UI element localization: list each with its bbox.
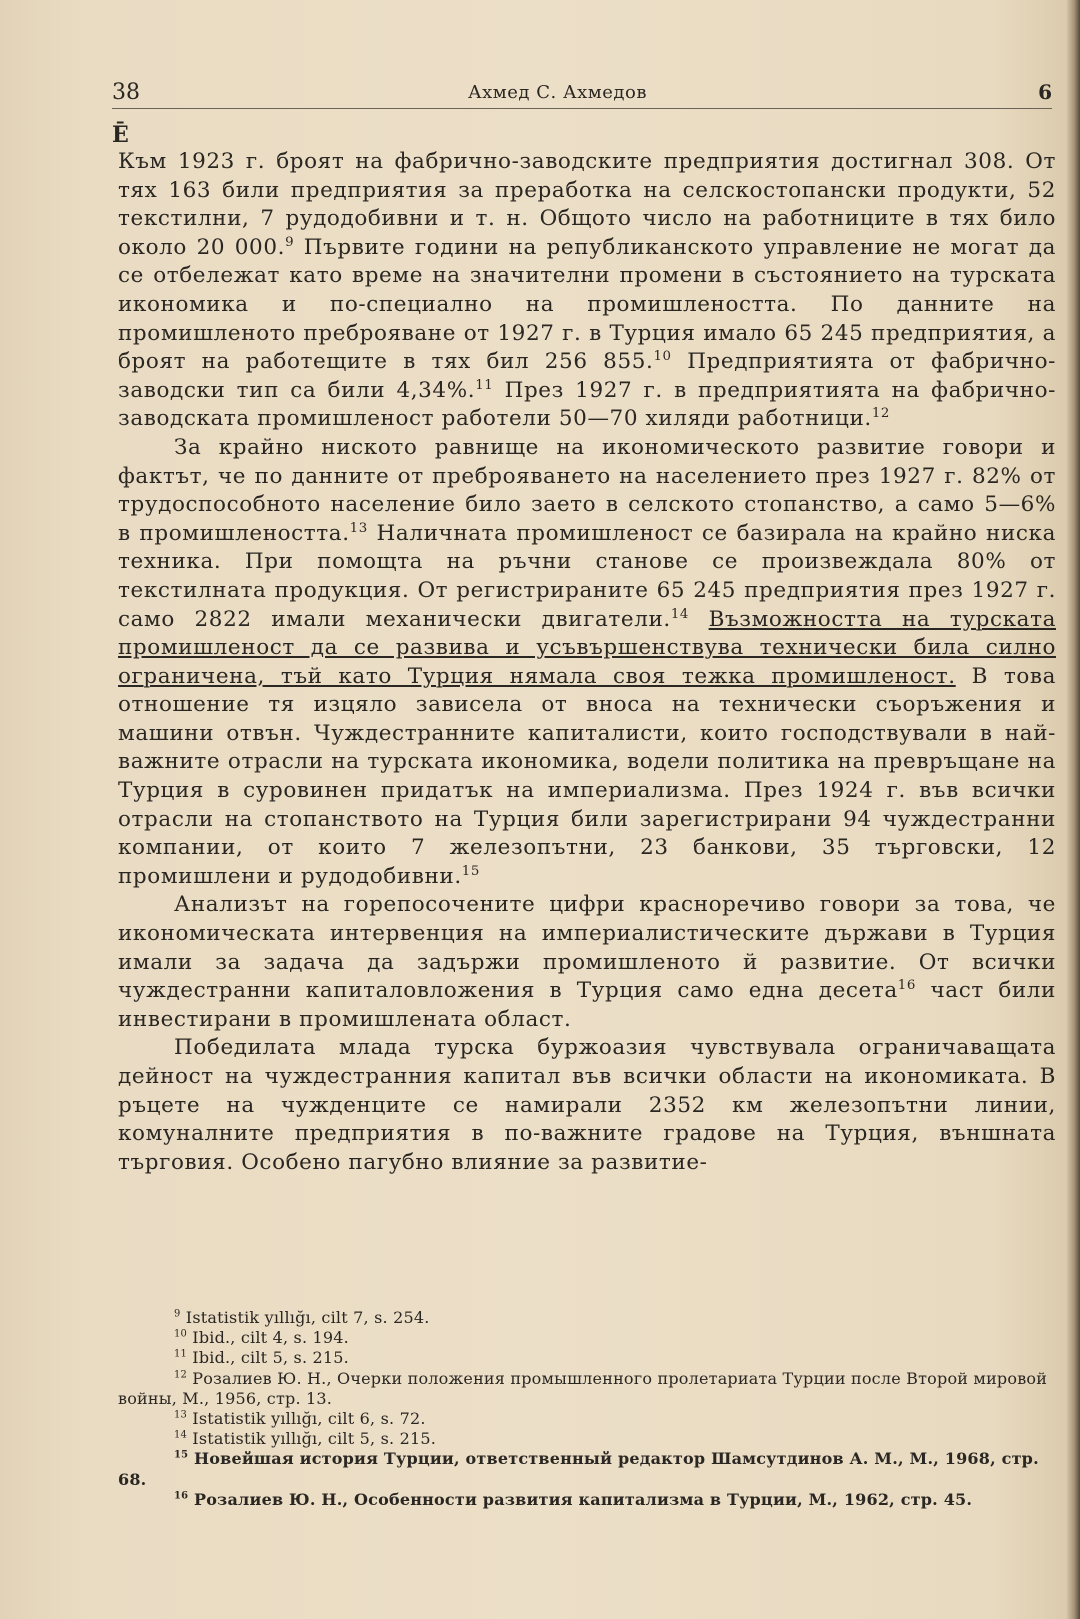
cut-number: 6 xyxy=(1038,80,1052,104)
footnote-text: Istatistik yıllığı, cilt 7, s. 254. xyxy=(180,1308,430,1327)
page-header xyxy=(112,80,1060,110)
footnote-ref: 9 xyxy=(285,234,295,250)
text-run: Победилата млада турска буржоазия чувствувала ограничаващата дейност на чуждестранния капитал във всички области на икономиката. В ръцете на чужденците се намирали 2352 км железопътни линии, комуналните предприятия в по-важните градове на Турция, външната търговия. Особено пагубно влияние за развитие- xyxy=(118,1035,1056,1175)
text-run: В това отношение тя изцяло зависела от вноса на технически съоръжения и машини отвън. Чуждестранните капиталисти, които господствували в най-важните отрасли на турската икономика, водели политика на превръщане на Турция в суровинен придатък на империализма. През 1924 г. във всички отрасли на стопанството на Турция били зарегистрирани 94 чуждестранни компании, от които 7 железопътни, 23 банкови, 35 търговски, 12 промишлени и рудодобивни. xyxy=(118,663,1056,889)
body-text xyxy=(118,148,1056,1177)
footnote-number: 16 xyxy=(174,1490,189,1502)
text-run: Наличната промишленост се базирала на крайно ниска техника. При помощта на ръчни станове се произвеждала 80% от текстилната продукция. От регистрираните 65 245 предприятия през 1927 г. само 2822 имали механически двигатели. xyxy=(118,520,1056,632)
footnote-ref: 15 xyxy=(461,863,480,879)
footnote xyxy=(118,1328,1056,1348)
running-title: Ахмед С. Ахмедов xyxy=(468,82,647,103)
footnote-text: Розалиев Ю. Н., Особенности развития капитализма в Турции, М., 1962, стр. 45. xyxy=(188,1489,973,1509)
margin-mark: Ē xyxy=(112,122,129,148)
footnote-ref: 16 xyxy=(897,978,916,994)
footnote xyxy=(118,1369,1056,1409)
footnote-number: 10 xyxy=(174,1328,188,1340)
paragraph xyxy=(118,434,1056,892)
footnote-number: 13 xyxy=(174,1409,188,1421)
text-run: За крайно ниското равнище на икономическото развитие говори и фактът, че по данните от преброяването на населението през 1927 г. 82% от трудоспособното население било заето в селското стопанство, а само 5—6% в промишлеността. xyxy=(118,434,1056,546)
footnote xyxy=(118,1429,1056,1449)
footnote-number: 15 xyxy=(174,1450,189,1462)
footnote-text: Ibid., cilt 4, s. 194. xyxy=(187,1328,349,1348)
paragraph xyxy=(118,1034,1056,1177)
text-run: Към 1923 г. броят на фабрично-заводските предприятия достигнал 308. От тях 163 били предприятия за преработка на селскостопански продукти, 52 текстилни, 7 рудодобивни и т. н. Общото число на работниците в тях било около 20 000. xyxy=(118,149,1056,260)
text-run: Първите години на републиканското управление не могат да се отбележат като време на значителни промени в състоянието на турската икономика и по-специално на промишлеността. По данните на промишленото преброяване от 1927 г. в Турция имало 65 245 предприятия, а броят на работещите в тях бил 256 855. xyxy=(118,234,1056,375)
footnote xyxy=(118,1409,1056,1429)
footnote-text: Ibid., cilt 5, s. 215. xyxy=(187,1348,349,1368)
footnote-ref: 10 xyxy=(653,349,672,364)
text-run: През 1927 г. в предприятията на фабрично-заводската промишленост работели 50—70 хиляди работници. xyxy=(118,377,1056,432)
footnote xyxy=(118,1449,1056,1489)
footnote xyxy=(118,1490,1056,1510)
footnote-number: 14 xyxy=(174,1429,188,1441)
footnote xyxy=(118,1308,1056,1328)
page-number: 38 xyxy=(112,80,140,105)
page-edge-shadow xyxy=(1066,0,1080,1619)
paragraph xyxy=(118,891,1056,1034)
footnote-number: 12 xyxy=(174,1369,188,1381)
footnote-ref: 11 xyxy=(475,377,494,393)
footnote-text: Istatistik yıllığı, cilt 6, s. 72. xyxy=(187,1409,426,1429)
footnotes xyxy=(118,1308,1056,1510)
footnote-number: 9 xyxy=(174,1308,181,1320)
header-rule xyxy=(112,108,1052,109)
paragraph xyxy=(118,148,1056,434)
footnote-number: 11 xyxy=(174,1349,188,1361)
footnote-ref: 12 xyxy=(871,406,891,422)
footnote-text: Розалиев Ю. Н., Очерки положения промышленного пролетариата Турции после Второй мировой войны, М., 1956, стр. 13. xyxy=(118,1368,1048,1408)
footnote-text: Новейшая история Турции, ответственный редактор Шамсутдинов А. М., М., 1968, стр. 68. xyxy=(118,1449,1039,1489)
text-run: част били инвестирани в промишлената област. xyxy=(118,978,1056,1032)
text-run: Анализът на горепосочените цифри красноречиво говори за това, че икономическата интервенция на империалистическите държави в Турция имали за задача да задържи промишленото й развитие. От всички чуждестранни капиталовложения в Турция само една десета xyxy=(118,892,1056,1004)
footnote-ref: 14 xyxy=(670,606,689,622)
footnote-ref: 13 xyxy=(349,520,368,536)
underlined-passage: Възможността на турската промишленост да се развива и усъвършенствува технически била силно ограничена, тъй като Турция нямала своя тежка промишленост. xyxy=(118,606,1056,689)
text-run xyxy=(689,607,709,632)
text-run: Предприятията от фабрично-заводски тип са били 4,34%. xyxy=(118,349,1056,403)
footnote-text: Istatistik yıllığı, cilt 5, s. 215. xyxy=(187,1429,436,1449)
footnote xyxy=(118,1348,1056,1368)
